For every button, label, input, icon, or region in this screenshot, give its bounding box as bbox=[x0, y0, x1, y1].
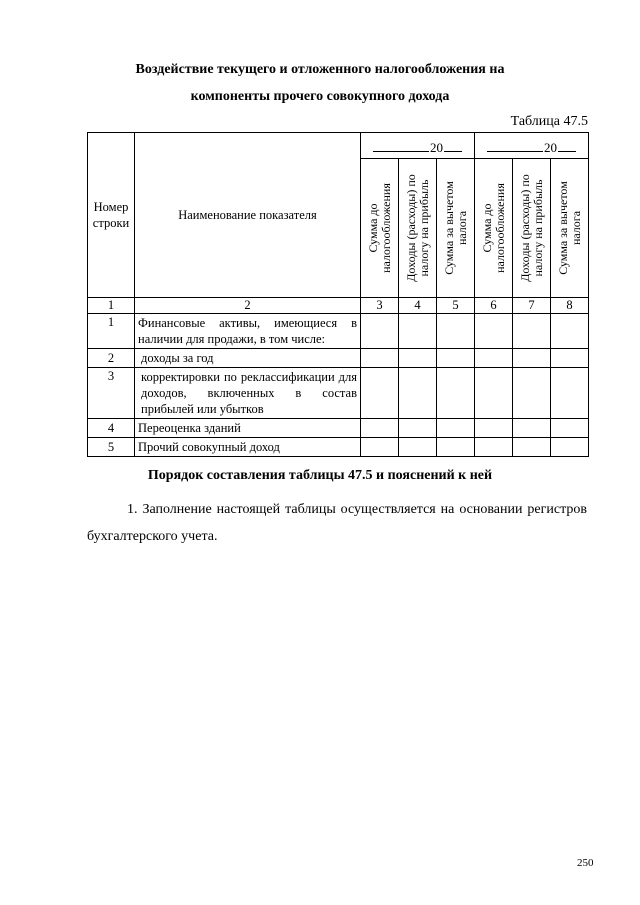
header-row-number-label: Номер строки bbox=[92, 200, 130, 230]
table-row bbox=[88, 438, 589, 457]
header-col-8 bbox=[551, 159, 589, 298]
column-number-row bbox=[88, 298, 589, 314]
column-number: 8 bbox=[551, 298, 589, 314]
year-2-text: 20 bbox=[544, 139, 557, 155]
row-name: Прочий совокупный доход bbox=[135, 438, 361, 457]
row-number: 5 bbox=[88, 438, 135, 457]
document-title-line-2: компоненты прочего совокупного дохода bbox=[190, 89, 450, 104]
header-col-7 bbox=[513, 159, 551, 298]
row-name: доходы за год bbox=[135, 349, 361, 368]
column-number: 6 bbox=[475, 298, 513, 314]
header-col-3-label: Сумма до налогообложения bbox=[365, 183, 393, 273]
row-name: Переоценка зданий bbox=[135, 419, 361, 438]
year-1-text: 20 bbox=[430, 139, 443, 155]
header-col-7-label: Доходы (расходы) по налогу на прибыль bbox=[517, 174, 545, 282]
table-row bbox=[88, 368, 589, 419]
table-row bbox=[88, 349, 589, 368]
header-row-number bbox=[88, 133, 135, 298]
body-paragraph: 1. Заполнение настоящей таблицы осуществляется на основании регистров бухгалтерского учета. bbox=[87, 502, 587, 544]
table-row bbox=[88, 314, 589, 349]
header-col-5-label: Сумма за вычетом налога bbox=[441, 181, 469, 275]
row-name: Финансовые активы, имеющиеся в наличии для продажи, в том числе: bbox=[135, 314, 361, 349]
row-number: 2 bbox=[88, 349, 135, 368]
row-number: 4 bbox=[88, 419, 135, 438]
row-number: 3 bbox=[88, 368, 135, 419]
tax-effect-table bbox=[87, 132, 589, 457]
header-col-6-label: Сумма до налогообложения bbox=[479, 183, 507, 273]
header-col-4-label: Доходы (расходы) по налогу на прибыль bbox=[403, 174, 431, 282]
column-number: 1 bbox=[88, 298, 135, 314]
header-col-3 bbox=[361, 159, 399, 298]
document-title-line-1: Воздействие текущего и отложенного налогообложения на bbox=[135, 62, 505, 77]
header-year-2 bbox=[475, 133, 589, 159]
header-col-4 bbox=[399, 159, 437, 298]
section-heading: Порядок составления таблицы 47.5 и пояснений к ней bbox=[147, 468, 493, 483]
row-name: корректировки по реклассификации для доходов, включенных в состав прибылей или убытков bbox=[135, 368, 361, 419]
page-number: 250 bbox=[577, 857, 594, 869]
header-year-1 bbox=[361, 133, 475, 159]
header-indicator-name bbox=[135, 133, 361, 298]
header-col-6 bbox=[475, 159, 513, 298]
table-row bbox=[88, 419, 589, 438]
row-number: 1 bbox=[88, 314, 135, 349]
column-number: 4 bbox=[399, 298, 437, 314]
header-col-8-label: Сумма за вычетом налога bbox=[555, 181, 583, 275]
column-number: 7 bbox=[513, 298, 551, 314]
column-number: 3 bbox=[361, 298, 399, 314]
column-number: 5 bbox=[437, 298, 475, 314]
table-label: Таблица 47.5 bbox=[510, 114, 588, 129]
column-number: 2 bbox=[135, 298, 361, 314]
header-indicator-name-label: Наименование показателя bbox=[178, 207, 317, 222]
header-col-5 bbox=[437, 159, 475, 298]
